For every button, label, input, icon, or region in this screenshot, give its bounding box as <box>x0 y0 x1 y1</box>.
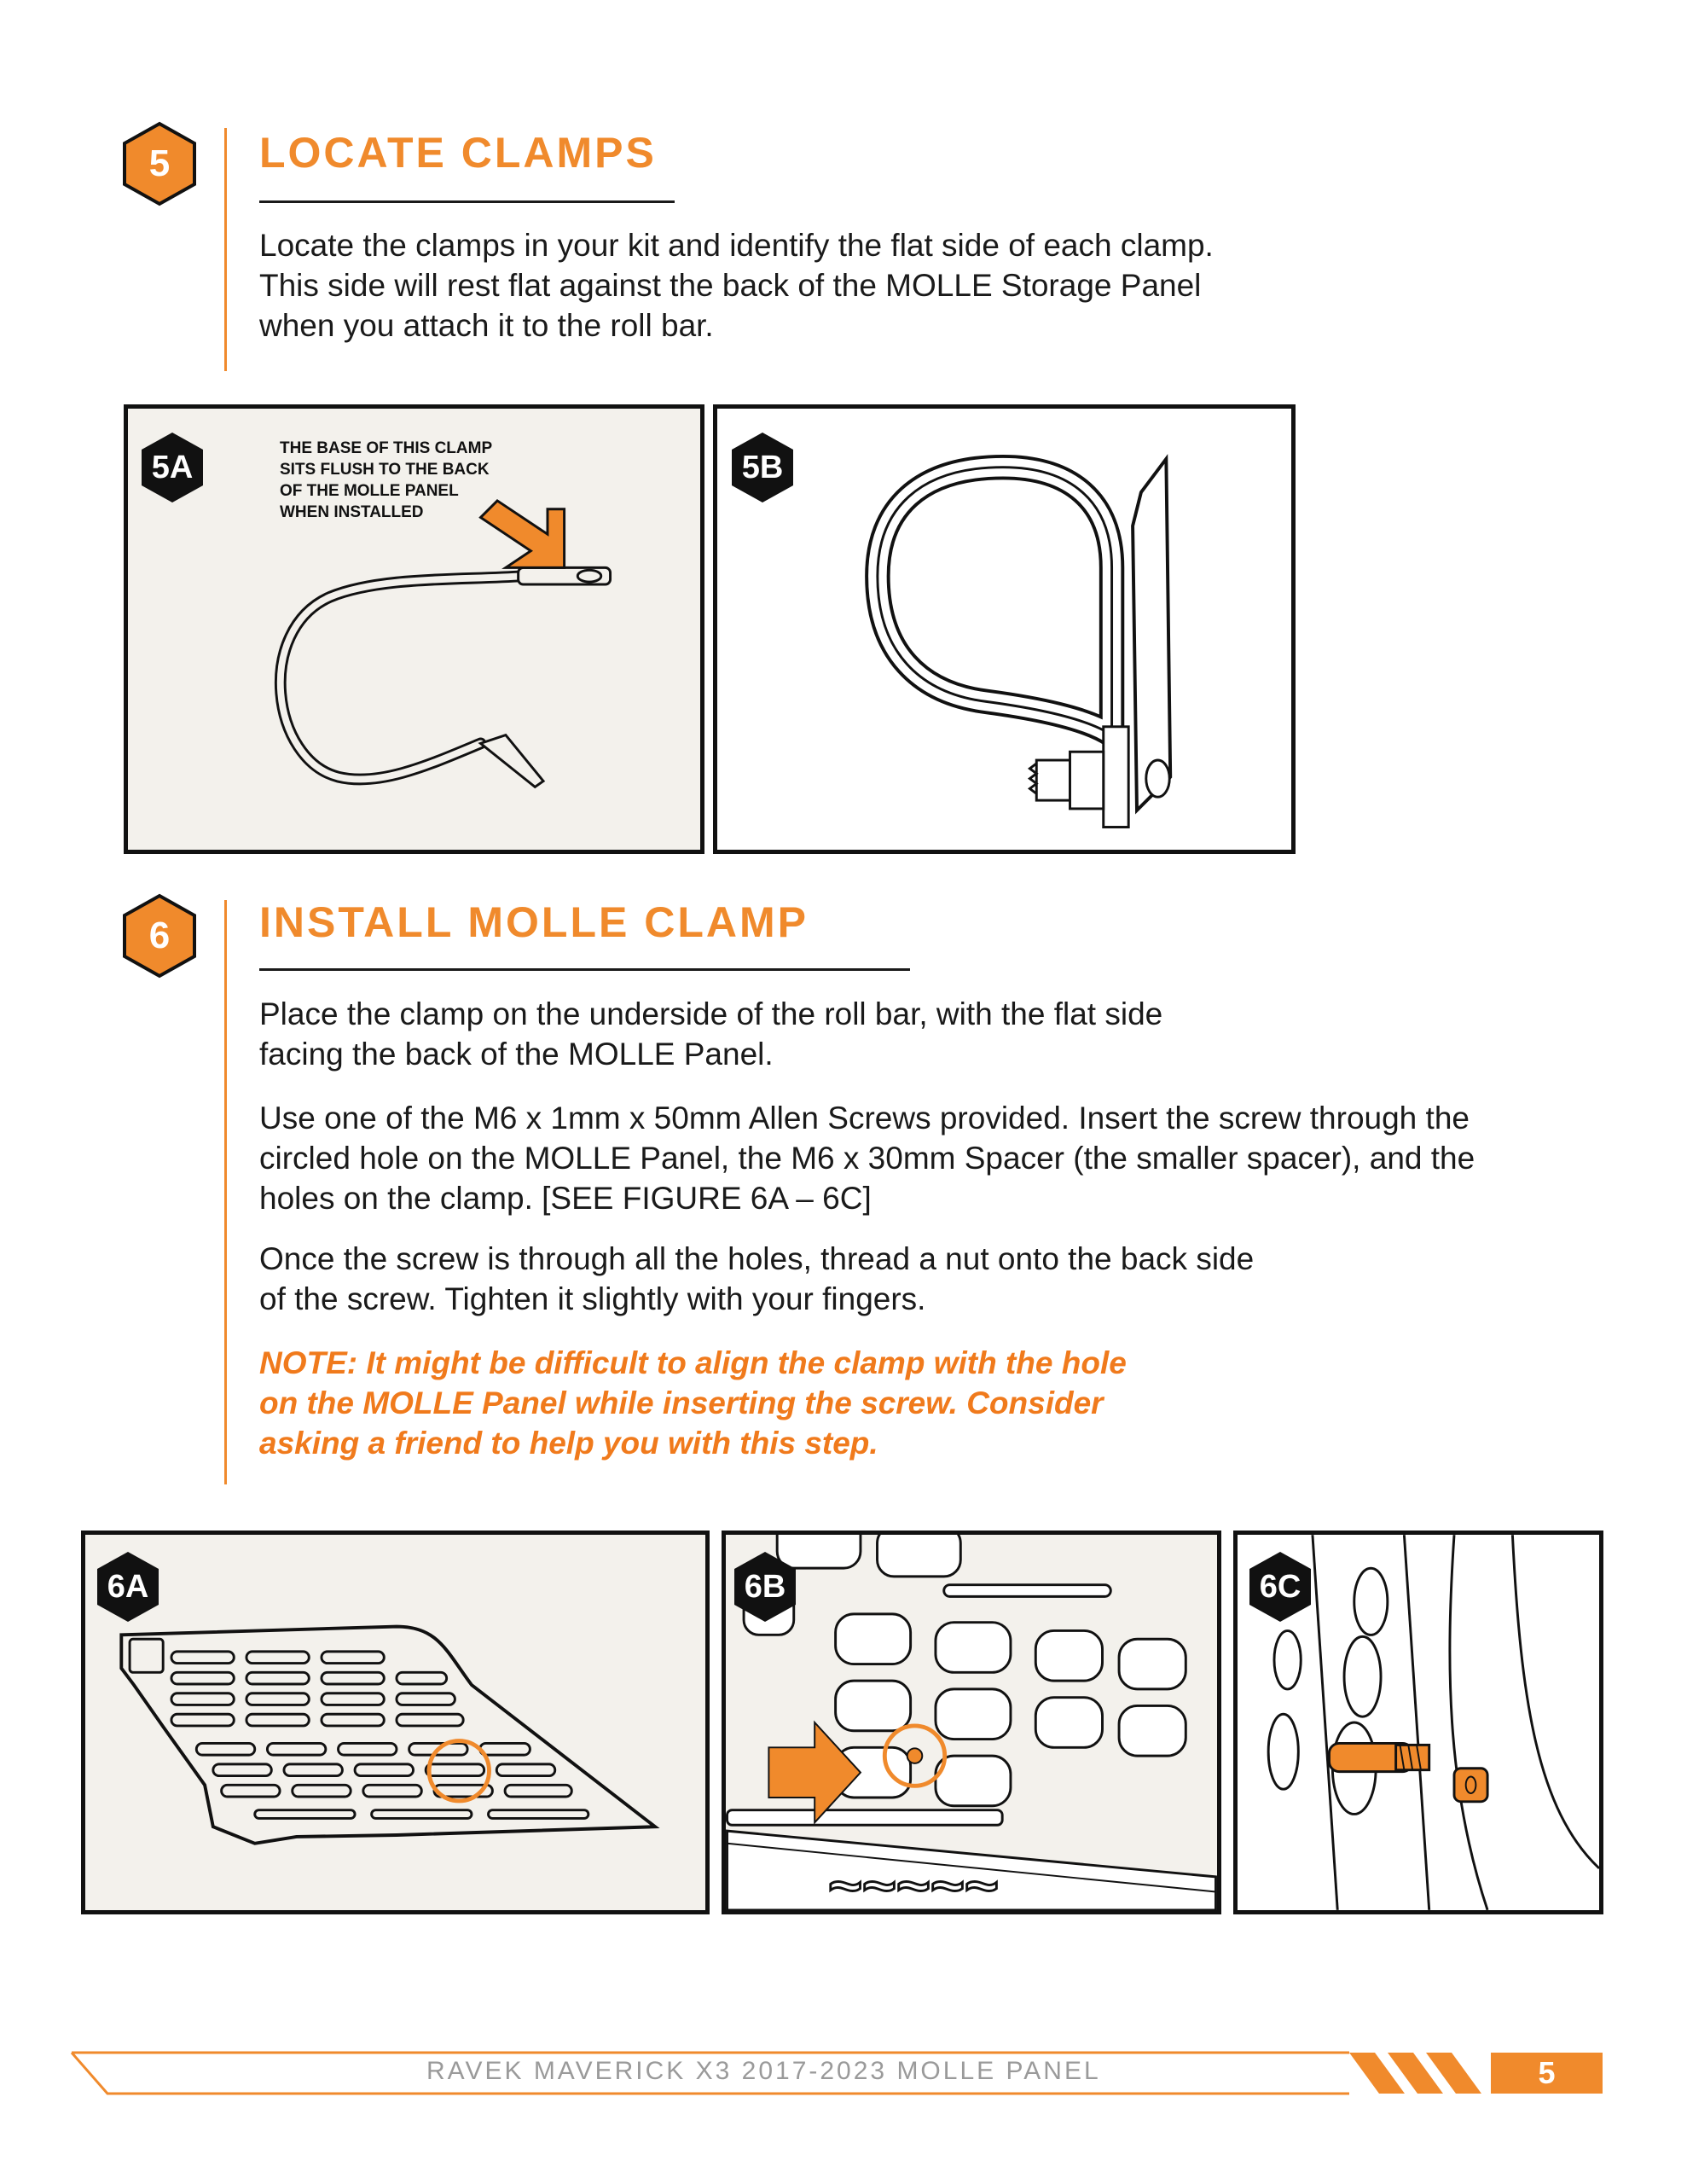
figure-5a <box>124 404 704 854</box>
step-6-title-rule <box>259 968 910 971</box>
figure-6b-label: 6B <box>744 1568 786 1605</box>
figure-6c-label: 6C <box>1259 1568 1301 1605</box>
figure-6a-badge <box>96 1550 160 1623</box>
figure-5b <box>713 404 1296 854</box>
step-6-badge <box>122 893 197 979</box>
step-6-paragraph-2: Use one of the M6 x 1mm x 50mm Allen Screws provided. Insert the screw through the circled hole on the MOLLE Panel, the M6 x 30mm Spacer (the smaller spacer), and the holes on the clamp. [SEE FIGURE 6A – 6C] <box>259 1101 1475 1216</box>
step-6-paragraph-3: Once the screw is through all the holes, thread a nut onto the back side of the screw. Tighten it slightly with your fingers. <box>259 1241 1255 1316</box>
step-6-divider <box>224 900 227 1484</box>
svg-text:~~~~~: ~~~~~ <box>826 1853 998 1910</box>
figure-5b-label: 5B <box>741 449 784 485</box>
step-5-title: LOCATE CLAMPS <box>259 129 657 177</box>
figure-6a <box>81 1531 710 1914</box>
step-5-title-rule <box>259 200 675 203</box>
step-6-note: NOTE: It might be difficult to align the clamp with the hole on the MOLLE Panel while inserting the screw. Consider asking a friend to help you with this step. <box>259 1345 1127 1461</box>
figure-6c-badge <box>1248 1550 1313 1623</box>
figure-6a-label: 6A <box>107 1568 149 1605</box>
molle-panel-illustration <box>85 1535 705 1910</box>
figure-5a-badge <box>140 431 205 504</box>
figure-6b-badge <box>733 1550 797 1623</box>
footer-title: RAVEK MAVERICK X3 2017-2023 MOLLE PANEL <box>426 2057 1101 2085</box>
page-number: 5 <box>1491 2053 1603 2094</box>
panel-hole-closeup-illustration <box>726 1535 1217 1910</box>
step-5-body: Locate the clamps in your kit and identify the flat side of each clamp. This side will rest flat against the back of the MOLLE Storage Panel when you attach it to the roll bar. <box>259 228 1214 343</box>
figure-5b-badge <box>730 431 795 504</box>
step-6-number: 6 <box>148 915 171 956</box>
figure-6c <box>1233 1531 1603 1914</box>
step-5-badge <box>122 121 197 206</box>
clamp-on-panel-illustration <box>717 409 1291 850</box>
figure-6b <box>722 1531 1221 1914</box>
step-6-title: INSTALL MOLLE CLAMP <box>259 898 809 946</box>
step-6-paragraph-1: Place the clamp on the underside of the roll bar, with the flat side facing the back of the MOLLE Panel. <box>259 996 1163 1072</box>
step-5-number: 5 <box>148 142 171 184</box>
figure-5a-callout: THE BASE OF THIS CLAMP SITS FLUSH TO THE BACK OF THE MOLLE PANEL WHEN INSTALLED <box>280 439 492 521</box>
figure-5a-label: 5A <box>151 449 194 485</box>
step-5-divider <box>224 128 227 371</box>
